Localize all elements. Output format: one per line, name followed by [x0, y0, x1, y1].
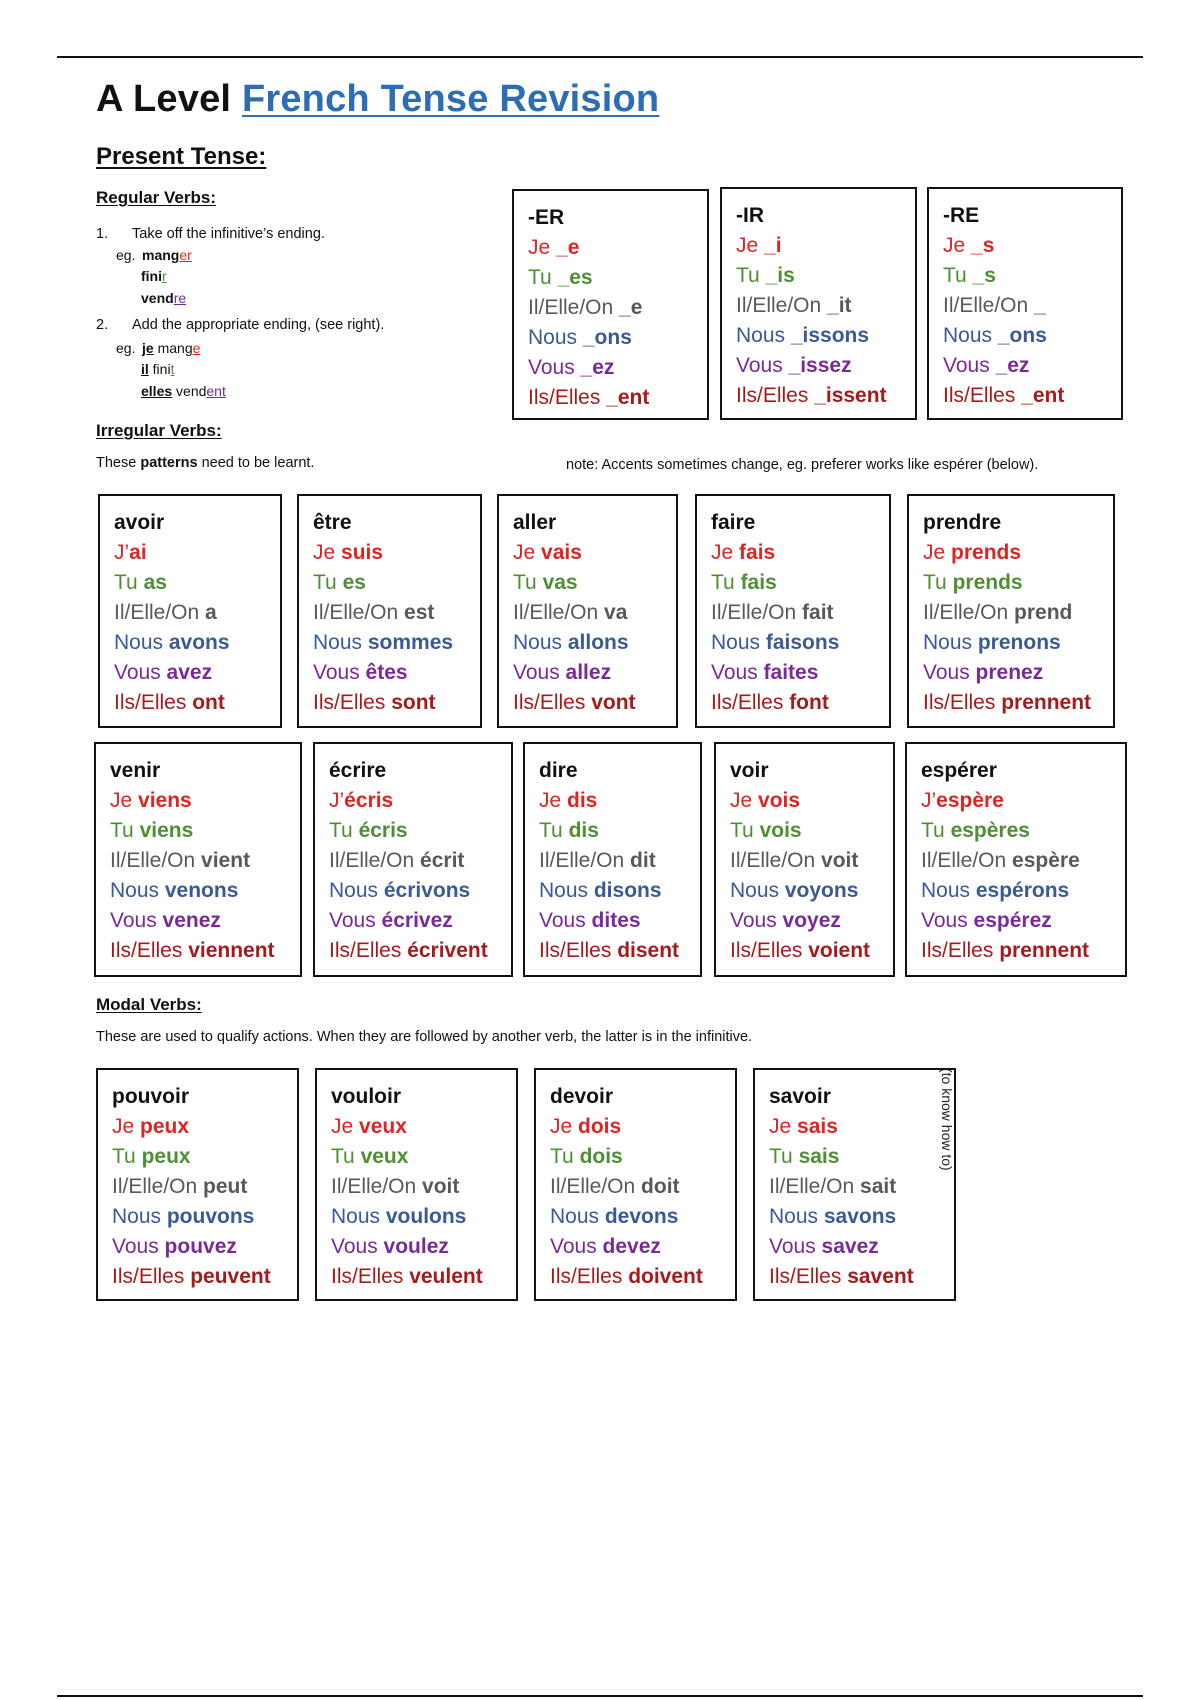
verb-table-heading: savoir — [769, 1085, 831, 1108]
conjugation-row: Nous savons — [769, 1205, 897, 1228]
verb-table-heading: devoir — [550, 1085, 614, 1108]
verb-table-devoir — [534, 1068, 737, 1301]
verb-table-heading: voir — [730, 759, 769, 782]
conjugation-row: Tu _s — [943, 264, 996, 287]
conjugation-row: Tu fais — [711, 571, 777, 594]
conjugation-row: Il/Elle/On vient — [110, 849, 251, 872]
conjugation-row: Nous _issons — [736, 324, 870, 347]
conjugation-row: Vous prenez — [923, 661, 1044, 684]
conjugation-row: Il/Elle/On va — [513, 601, 628, 624]
title-prefix: A Level — [96, 78, 232, 120]
irregular-verbs-heading: Irregular Verbs: — [96, 421, 222, 440]
conjugation-row: Il/Elle/On a — [114, 601, 217, 624]
bottom-rule — [57, 1695, 1143, 1697]
conjugation-row: Nous devons — [550, 1205, 679, 1228]
conjugation-row: Tu dois — [550, 1145, 623, 1168]
conjugation-row: Il/Elle/On peut — [112, 1175, 248, 1198]
step-2-number: 2. — [96, 317, 109, 333]
verb-table-avoir — [98, 494, 282, 728]
conjugation-row: Nous venons — [110, 879, 239, 902]
conjugation-row: Je fais — [711, 541, 776, 564]
conjugation-row: Nous pouvons — [112, 1205, 255, 1228]
example-manger: manger — [142, 247, 192, 263]
step-2-text: Add the appropriate ending, (see right). — [132, 317, 385, 333]
conjugation-row: Ils/Elles vont — [513, 691, 636, 714]
conjugation-row: Ils/Elles _ent — [943, 384, 1065, 407]
conjugation-row: Je dois — [550, 1115, 622, 1138]
conjugation-row: Tu espères — [921, 819, 1030, 842]
conjugation-row: Je _s — [943, 234, 995, 257]
conjugation-row: Il/Elle/On doit — [550, 1175, 680, 1198]
regular-verbs-heading: Regular Verbs: — [96, 188, 216, 207]
conjugation-row: Vous _ez — [943, 354, 1030, 377]
conjugation-row: Nous disons — [539, 879, 662, 902]
conjugation-row: Vous pouvez — [112, 1235, 237, 1258]
example-il-finit: il finit — [141, 361, 175, 377]
verb-table-heading: être — [313, 511, 352, 534]
conjugation-row: Nous voyons — [730, 879, 859, 902]
conjugation-row: Tu dis — [539, 819, 599, 842]
conjugation-row: Vous voyez — [730, 909, 841, 932]
conjugation-row: Il/Elle/On _it — [736, 294, 852, 317]
conjugation-row: Nous allons — [513, 631, 629, 654]
verb-table-espérer — [905, 742, 1127, 977]
verb-table-heading: -RE — [943, 204, 980, 227]
conjugation-row: Ils/Elles viennent — [110, 939, 275, 962]
verb-table-re — [927, 187, 1123, 420]
conjugation-row: Vous _issez — [736, 354, 852, 377]
conjugation-row: Il/Elle/On voit — [730, 849, 859, 872]
conjugation-row: Je _e — [528, 236, 580, 259]
conjugation-row: Il/Elle/On _ — [943, 294, 1046, 317]
conjugation-row: Ils/Elles disent — [539, 939, 680, 962]
verb-table-er — [512, 189, 709, 420]
conjugation-row: Ils/Elles prennent — [921, 939, 1090, 962]
conjugation-row: Je sais — [769, 1115, 838, 1138]
conjugation-row: Je vais — [513, 541, 582, 564]
step-1-eg: eg. — [116, 247, 136, 263]
conjugation-row: Nous espérons — [921, 879, 1070, 902]
verb-table-ir — [720, 187, 917, 420]
conjugation-row: Il/Elle/On écrit — [329, 849, 465, 872]
conjugation-row: Tu _es — [528, 266, 593, 289]
verb-table-faire — [695, 494, 891, 728]
conjugation-row: Tu viens — [110, 819, 194, 842]
conjugation-row: Il/Elle/On dit — [539, 849, 656, 872]
verb-table-heading: vouloir — [331, 1085, 402, 1108]
conjugation-row: Je peux — [112, 1115, 190, 1138]
conjugation-row: Vous savez — [769, 1235, 879, 1258]
accent-note: note: Accents sometimes change, eg. preferer works like espérer (below). — [566, 457, 1039, 473]
conjugation-row: Je dis — [539, 789, 598, 812]
conjugation-row: Il/Elle/On est — [313, 601, 435, 624]
conjugation-row: Vous voulez — [331, 1235, 449, 1258]
conjugation-row: Il/Elle/On espère — [921, 849, 1080, 872]
example-vendre: vendre — [141, 290, 187, 306]
conjugation-row: Nous voulons — [331, 1205, 467, 1228]
conjugation-row: Vous faites — [711, 661, 819, 684]
conjugation-row: Je viens — [110, 789, 192, 812]
conjugation-row: Nous _ons — [528, 326, 632, 349]
conjugation-row: Vous devez — [550, 1235, 661, 1258]
verb-table-heading: -ER — [528, 206, 565, 229]
conjugation-row: Je _i — [736, 234, 782, 257]
savoir-side-note: (to know how to) — [939, 1068, 955, 1171]
conjugation-row: Ils/Elles peuvent — [112, 1265, 271, 1288]
conjugation-row: Vous allez — [513, 661, 612, 684]
conjugation-row: Il/Elle/On sait — [769, 1175, 897, 1198]
example-finir: finir — [141, 268, 167, 284]
conjugation-row: Ils/Elles doivent — [550, 1265, 703, 1288]
conjugation-row: Ils/Elles sont — [313, 691, 436, 714]
conjugation-row: Ils/Elles _ent — [528, 386, 650, 409]
verb-table-heading: pouvoir — [112, 1085, 189, 1108]
conjugation-row: Ils/Elles font — [711, 691, 829, 714]
conjugation-row: Il/Elle/On prend — [923, 601, 1073, 624]
example-elles-vendent: elles vendent — [141, 383, 226, 399]
modal-verbs-heading: Modal Verbs: — [96, 995, 202, 1014]
verb-table-être — [297, 494, 482, 728]
conjugation-row: Nous _ons — [943, 324, 1047, 347]
conjugation-row: Nous faisons — [711, 631, 840, 654]
verb-table-vouloir — [315, 1068, 518, 1301]
conjugation-row: Tu as — [114, 571, 167, 594]
conjugation-row: Ils/Elles voient — [730, 939, 871, 962]
verb-table-heading: -IR — [736, 204, 764, 227]
conjugation-row: Tu prends — [923, 571, 1023, 594]
verb-table-heading: faire — [711, 511, 756, 534]
conjugation-row: Tu sais — [769, 1145, 840, 1168]
verb-table-heading: aller — [513, 511, 557, 534]
irregular-intro: These patterns need to be learnt. — [96, 455, 315, 471]
conjugation-row: Vous _ez — [528, 356, 615, 379]
conjugation-row: Vous avez — [114, 661, 213, 684]
step-2-eg: eg. — [116, 340, 136, 356]
section-heading: Present Tense: — [96, 143, 267, 170]
conjugation-row: J’espère — [921, 789, 1004, 812]
conjugation-row: Nous prenons — [923, 631, 1061, 654]
conjugation-row: Vous dites — [539, 909, 641, 932]
conjugation-row: Tu vois — [730, 819, 802, 842]
conjugation-row: J’écris — [329, 789, 394, 812]
conjugation-row: Nous avons — [114, 631, 230, 654]
conjugation-row: Ils/Elles ont — [114, 691, 225, 714]
verb-table-aller — [497, 494, 678, 728]
conjugation-row: Ils/Elles veulent — [331, 1265, 483, 1288]
step-1-text: Take off the infinitive’s ending. — [132, 226, 325, 242]
conjugation-row: Vous espérez — [921, 909, 1052, 932]
conjugation-row: Tu vas — [513, 571, 578, 594]
conjugation-row: Nous écrivons — [329, 879, 471, 902]
conjugation-row: Il/Elle/On _e — [528, 296, 643, 319]
verb-table-pouvoir — [96, 1068, 299, 1301]
conjugation-row: Tu _is — [736, 264, 795, 287]
conjugation-row: Tu es — [313, 571, 366, 594]
verb-table-écrire — [313, 742, 513, 977]
conjugation-row: Il/Elle/On voit — [331, 1175, 460, 1198]
conjugation-row: Je prends — [923, 541, 1022, 564]
conjugation-row: Vous êtes — [313, 661, 408, 684]
verb-table-venir — [94, 742, 302, 977]
conjugation-row: Je vois — [730, 789, 801, 812]
modal-intro: These are used to qualify actions. When they are followed by another verb, the latter is in the infinitive. — [96, 1029, 753, 1045]
verb-table-prendre — [907, 494, 1115, 728]
step-1-number: 1. — [96, 226, 109, 242]
conjugation-row: Nous sommes — [313, 631, 454, 654]
conjugation-row: Ils/Elles savent — [769, 1265, 914, 1288]
conjugation-row: Tu veux — [331, 1145, 409, 1168]
conjugation-row: Tu peux — [112, 1145, 191, 1168]
title-highlight: French Tense Revision — [241, 78, 660, 120]
conjugation-row: Il/Elle/On fait — [711, 601, 834, 624]
verb-table-savoir — [753, 1068, 956, 1301]
conjugation-row: J’ai — [114, 541, 147, 564]
conjugation-row: Ils/Elles _issent — [736, 384, 887, 407]
verb-table-heading: dire — [539, 759, 578, 782]
page-title — [96, 78, 659, 121]
verb-table-heading: écrire — [329, 759, 387, 782]
top-rule — [57, 56, 1143, 58]
conjugation-row: Vous venez — [110, 909, 221, 932]
verb-table-heading: venir — [110, 759, 161, 782]
conjugation-row: Je veux — [331, 1115, 407, 1138]
conjugation-row: Ils/Elles prennent — [923, 691, 1092, 714]
example-je-mange: je mange — [142, 340, 201, 356]
verb-table-heading: prendre — [923, 511, 1002, 534]
verb-table-heading: espérer — [921, 759, 997, 782]
verb-table-dire — [523, 742, 702, 977]
conjugation-row: Tu écris — [329, 819, 408, 842]
conjugation-row: Je suis — [313, 541, 384, 564]
conjugation-row: Vous écrivez — [329, 909, 453, 932]
verb-table-voir — [714, 742, 895, 977]
verb-table-heading: avoir — [114, 511, 165, 534]
conjugation-row: Ils/Elles écrivent — [329, 939, 488, 962]
